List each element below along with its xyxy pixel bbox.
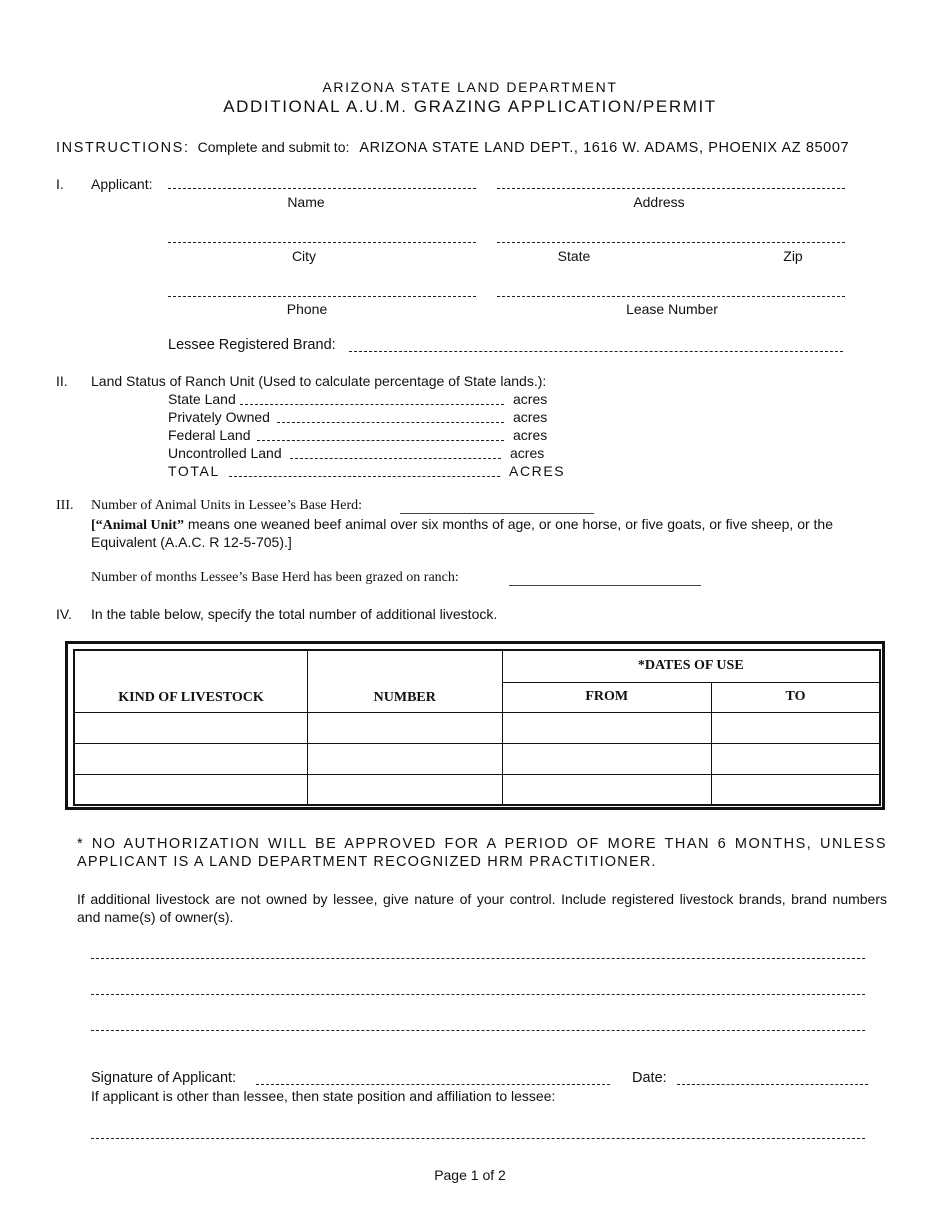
signature-label: Signature of Applicant:: [91, 1070, 237, 1086]
ownership-instructions-line-1: If additional livestock are not owned by lessee, give nature of your control. Include registered livestock brands, brand numbers: [77, 891, 887, 907]
privately-owned-unit: acres: [513, 409, 548, 425]
federal-land-label: Federal Land: [168, 427, 251, 443]
ownership-instructions-line-2: and name(s) of owner(s).: [77, 909, 234, 925]
section-4-instructions: In the table below, specify the total number of additional livestock.: [91, 606, 498, 622]
federal-land-unit: acres: [513, 427, 548, 443]
base-herd-label: Number of Animal Units in Lessee’s Base Herd:: [91, 498, 363, 513]
base-herd-field[interactable]: [400, 513, 594, 514]
affiliation-instructions: If applicant is other than lessee, then state position and affiliation to lessee:: [91, 1088, 556, 1104]
animal-unit-definition: [91, 516, 833, 534]
section-4-number: IV.: [56, 606, 72, 622]
address-field[interactable]: [497, 188, 845, 189]
instructions-text: Complete and submit to:: [197, 139, 350, 155]
date-label: Date:: [632, 1070, 667, 1086]
animal-unit-term: [“Animal Unit”: [91, 518, 184, 533]
name-caption: Name: [287, 194, 325, 210]
phone-field[interactable]: [168, 296, 476, 297]
department-heading: ARIZONA STATE LAND DEPARTMENT: [322, 79, 618, 95]
privately-owned-label: Privately Owned: [168, 409, 270, 425]
table-row: [74, 712, 880, 743]
affiliation-field[interactable]: [91, 1138, 865, 1139]
from-cell[interactable]: [502, 743, 711, 774]
number-cell[interactable]: [307, 743, 502, 774]
state-land-unit: acres: [513, 391, 548, 407]
kind-cell[interactable]: [74, 774, 307, 805]
state-caption: State: [557, 248, 591, 264]
zip-caption: Zip: [783, 248, 803, 264]
from-cell[interactable]: [502, 774, 711, 805]
table-row: [74, 743, 880, 774]
state-land-label: State Land: [168, 391, 236, 407]
table-row: [74, 774, 880, 805]
animal-unit-definition-line2: Equivalent (A.A.C. R 12-5-705).]: [91, 534, 292, 550]
section-2-number: II.: [56, 373, 68, 389]
address-caption: Address: [633, 194, 685, 210]
land-status-intro: Land Status of Ranch Unit (Used to calculate percentage of State lands.):: [91, 373, 547, 389]
phone-caption: Phone: [286, 301, 328, 317]
submission-address: ARIZONA STATE LAND DEPT., 1616 W. ADAMS, PHOENIX AZ 85007: [359, 140, 850, 156]
page-number: Page 1 of 2: [434, 1167, 506, 1183]
lease-number-caption: Lease Number: [626, 301, 718, 317]
applicant-label: Applicant:: [91, 176, 153, 192]
header-number: NUMBER: [307, 650, 502, 712]
to-cell[interactable]: [711, 743, 880, 774]
state-zip-field[interactable]: [497, 242, 845, 243]
from-cell[interactable]: [502, 712, 711, 743]
lease-number-field[interactable]: [497, 296, 845, 297]
number-cell[interactable]: [307, 774, 502, 805]
instructions-label: INSTRUCTIONS:: [56, 140, 190, 156]
state-land-field[interactable]: [240, 404, 504, 405]
city-caption: City: [291, 248, 317, 264]
privately-owned-field[interactable]: [277, 422, 504, 423]
signature-field[interactable]: [256, 1084, 610, 1085]
to-cell[interactable]: [711, 712, 880, 743]
months-grazed-label: Number of months Lessee’s Base Herd has been grazed on ranch:: [91, 570, 459, 585]
instructions-line: [56, 139, 849, 156]
total-unit: ACRES: [509, 463, 566, 479]
uncontrolled-land-field[interactable]: [290, 458, 501, 459]
header-from: FROM: [502, 682, 711, 712]
notice-line-1: * NO AUTHORIZATION WILL BE APPROVED FOR A PERIOD OF MORE THAN 6 MONTHS, UNLESS: [77, 836, 887, 852]
federal-land-field[interactable]: [257, 440, 504, 441]
header-kind-of-livestock: KIND OF LIVESTOCK: [74, 650, 307, 712]
kind-cell[interactable]: [74, 743, 307, 774]
form-title: ADDITIONAL A.U.M. GRAZING APPLICATION/PERMIT: [223, 97, 717, 116]
city-field[interactable]: [168, 242, 476, 243]
name-field[interactable]: [168, 188, 476, 189]
livestock-table: [73, 649, 881, 806]
section-3-number: III.: [56, 498, 74, 513]
header-to: TO: [711, 682, 880, 712]
number-cell[interactable]: [307, 712, 502, 743]
months-grazed-field[interactable]: [509, 585, 701, 586]
total-label: TOTAL: [168, 463, 220, 479]
notice-line-2: APPLICANT IS A LAND DEPARTMENT RECOGNIZED HRM PRACTITIONER.: [77, 854, 657, 870]
total-field[interactable]: [229, 476, 500, 477]
header-dates-of-use: *DATES OF USE: [502, 650, 880, 682]
to-cell[interactable]: [711, 774, 880, 805]
animal-unit-definition-text: means one weaned beef animal over six months of age, or one horse, or five goats, or five sheep, or the: [183, 516, 833, 532]
uncontrolled-land-unit: acres: [510, 445, 545, 461]
ownership-field-3[interactable]: [91, 1030, 865, 1031]
section-1-number: I.: [56, 176, 64, 192]
brand-label: Lessee Registered Brand:: [168, 337, 336, 353]
ownership-field-2[interactable]: [91, 994, 865, 995]
date-field[interactable]: [677, 1084, 868, 1085]
kind-cell[interactable]: [74, 712, 307, 743]
brand-field[interactable]: [349, 351, 843, 352]
ownership-field-1[interactable]: [91, 958, 865, 959]
uncontrolled-land-label: Uncontrolled Land: [168, 445, 282, 461]
